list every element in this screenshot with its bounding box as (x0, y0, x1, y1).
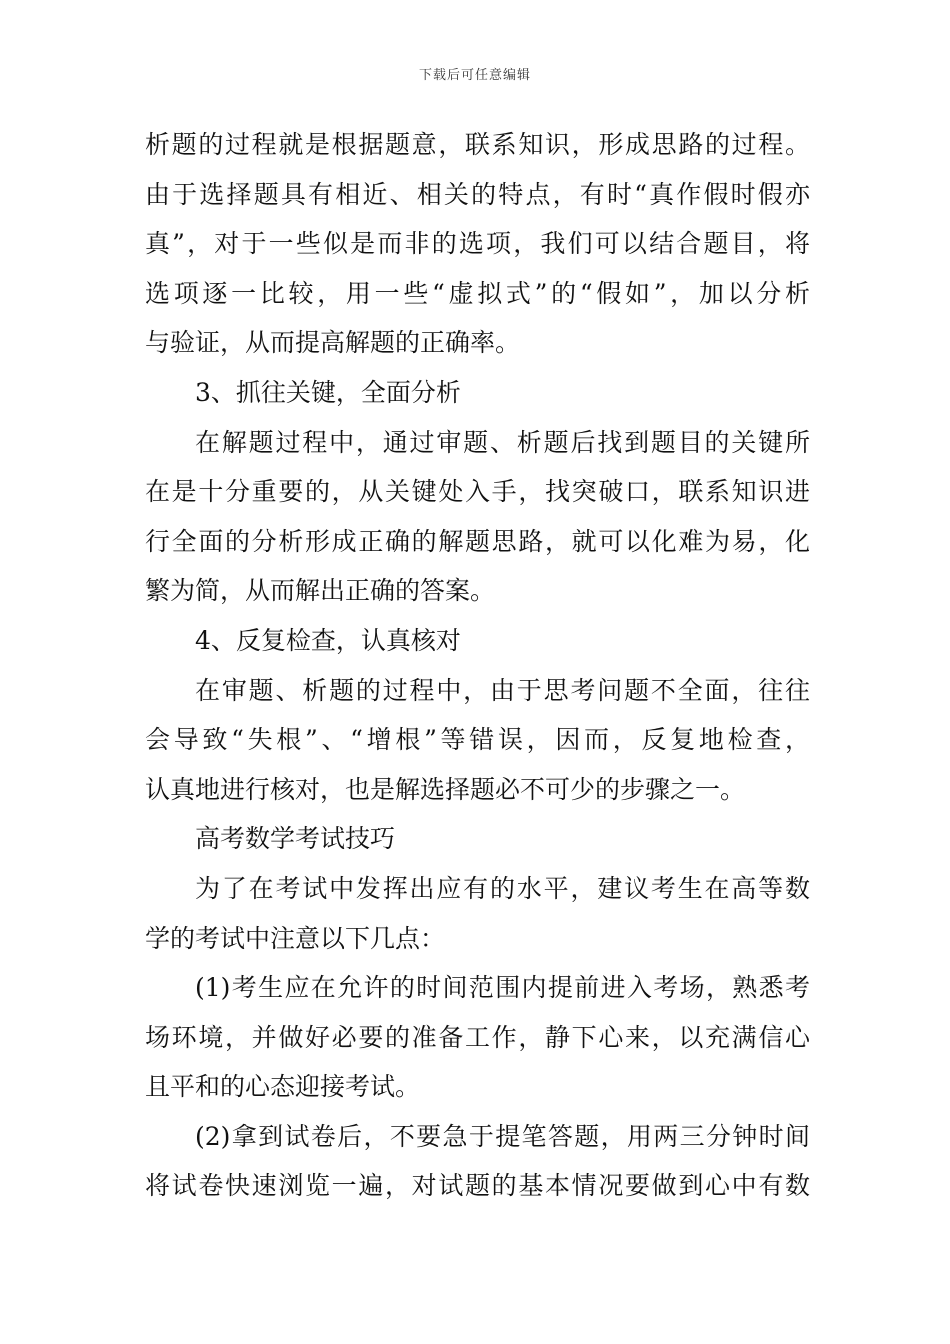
text-line: 场环境，并做好必要的准备工作，静下心来，以充满信心 (145, 1022, 810, 1052)
text-line: 选项逐一比较，用一些“虚拟式”的“假如”，加以分析 (145, 278, 810, 308)
text-line: 在是十分重要的，从关键处入手，找突破口，联系知识进 (145, 477, 810, 507)
text-line: 会导致“失根”、“增根”等错误，因而，反复地检查， (145, 725, 810, 755)
text-line: (2)拿到试卷后，不要急于提笔答题，用两三分钟时间 (195, 1121, 810, 1151)
page-header: 下载后可任意编辑 (418, 68, 531, 83)
text-line: 真”，对于一些似是而非的选项，我们可以结合题目，将 (145, 229, 810, 259)
section-heading: 高考数学考试技巧 (195, 824, 396, 854)
text-line: 认真地进行核对，也是解选择题必不可少的步骤之一。 (145, 774, 746, 804)
text-line: 学的考试中注意以下几点： (145, 923, 446, 953)
section-heading: 3、抓往关键，全面分析 (195, 377, 461, 407)
text-line: 与验证，从而提高解题的正确率。 (145, 328, 521, 358)
document-body (145, 120, 810, 1211)
text-line: 繁为简，从而解出正确的答案。 (145, 576, 496, 606)
text-line: 为了在考试中发挥出应有的水平，建议考生在高等数 (195, 873, 810, 903)
text-line: (1)考生应在允许的时间范围内提前进入考场，熟悉考 (195, 973, 810, 1003)
text-line: 将试卷快速浏览一遍，对试题的基本情况要做到心中有数 (145, 1171, 810, 1201)
text-line: 且平和的心态迎接考试。 (145, 1072, 421, 1102)
text-line: 由于选择题具有相近、相关的特点，有时“真作假时假亦 (145, 179, 810, 209)
text-line: 在审题、析题的过程中，由于思考问题不全面，往往 (195, 675, 810, 705)
text-line: 在解题过程中，通过审题、析题后找到题目的关键所 (195, 427, 810, 457)
text-line: 行全面的分析形成正确的解题思路，就可以化难为易，化 (145, 526, 810, 556)
text-line: 析题的过程就是根据题意，联系知识，形成思路的过程。 (145, 130, 810, 159)
section-heading: 4、反复检查，认真核对 (195, 625, 461, 655)
